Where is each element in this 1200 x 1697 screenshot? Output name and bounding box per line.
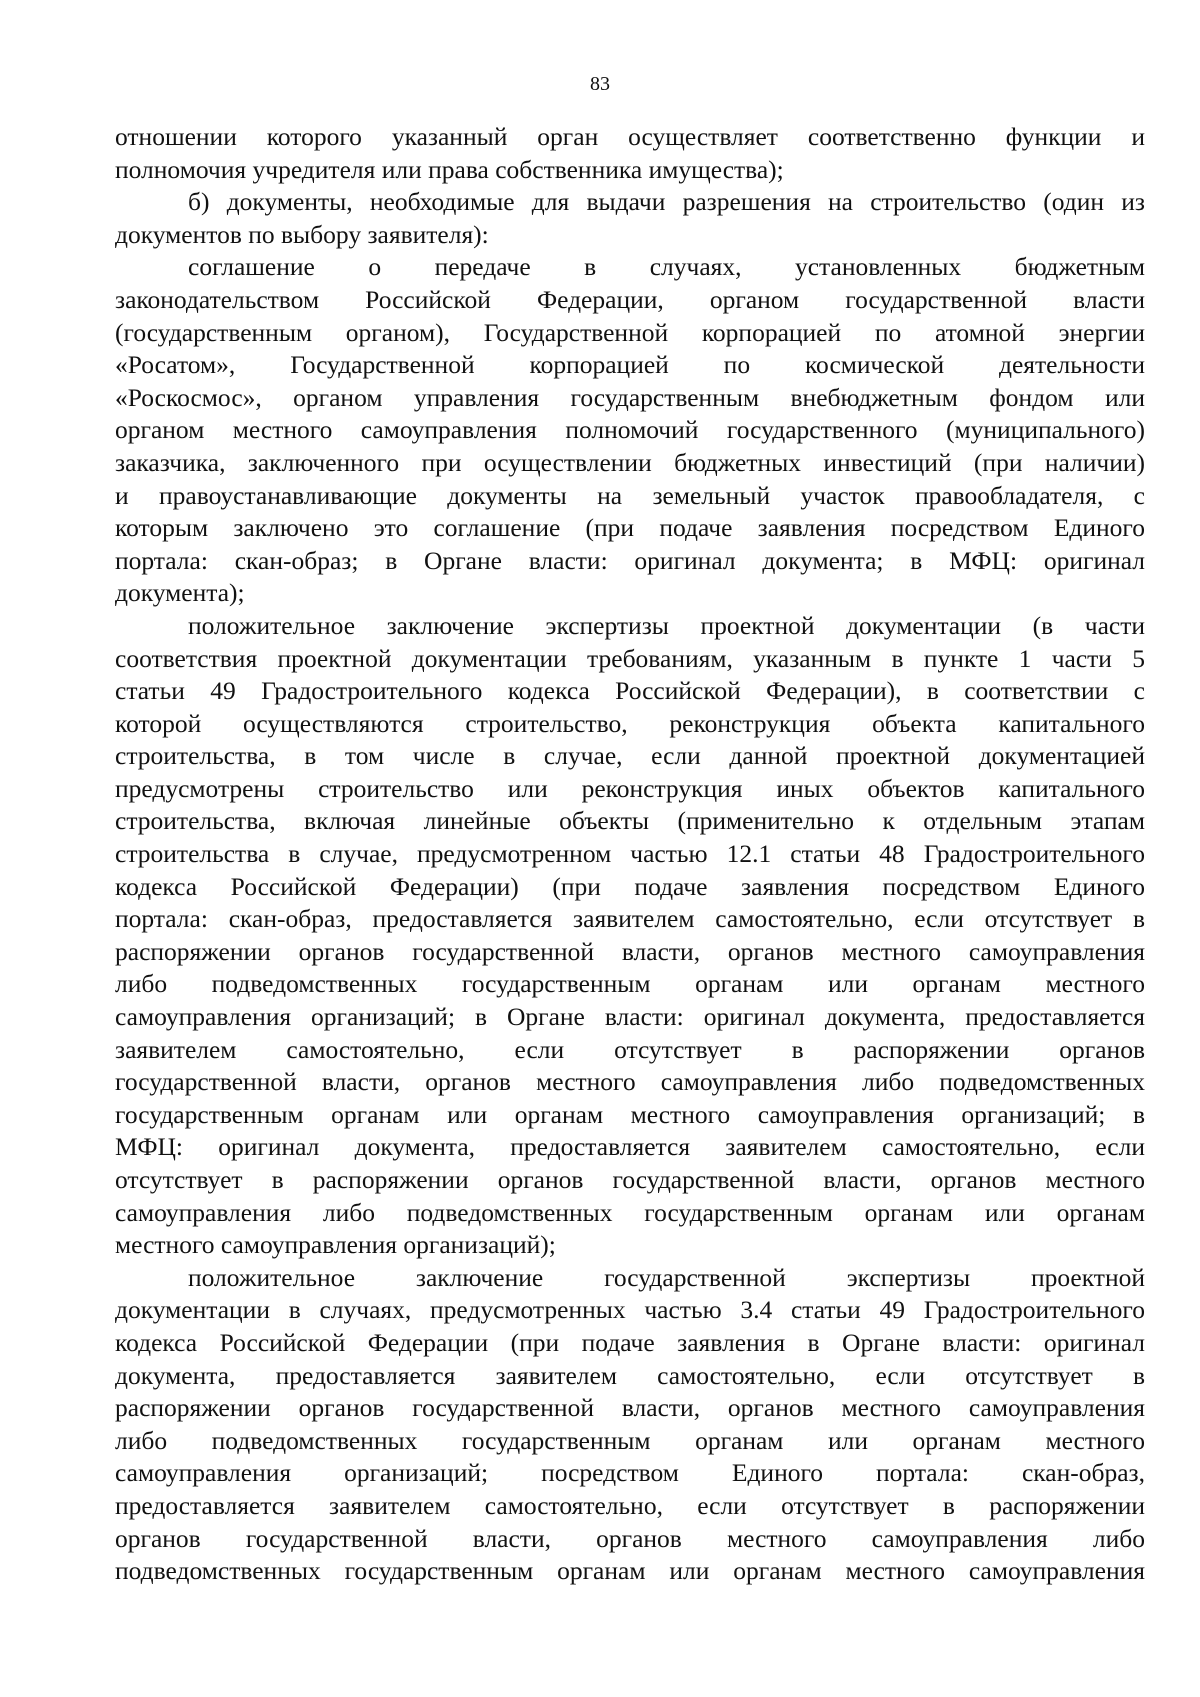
text-line: самоуправления либо подведомственных государственным органам или органам	[115, 1197, 1145, 1227]
text-line: строительства, в том числе в случае, если данной проектной документацией	[115, 741, 1145, 771]
text-line: портала: скан-образ; в Органе власти: оригинал документа; в МФЦ: оригинал	[115, 545, 1145, 575]
text-line: кодекса Российской Федерации) (при подаче заявления посредством Единого	[115, 871, 1145, 901]
page-number: 83	[590, 73, 610, 95]
text-line: соответствия проектной документации требованиям, указанным в пункте 1 части 5	[115, 643, 1145, 673]
text-line: отношении которого указанный орган осуществляет соответственно функции и	[115, 122, 1145, 151]
text-line: положительное заключение экспертизы проектной документации (в части	[188, 610, 1145, 640]
text-line: положительное заключение государственной экспертизы проектной	[188, 1262, 1145, 1292]
text-line: «Росатом», Государственной корпорацией по космической деятельности	[115, 350, 1145, 380]
text-line: отсутствует в распоряжении органов государственной власти, органов местного	[115, 1165, 1145, 1194]
text-line: местного самоуправления организаций);	[115, 1230, 556, 1260]
text-line: строительства, включая линейные объекты (применительно к отдельным этапам	[115, 806, 1145, 836]
text-line: «Роскосмос», органом управления государственным внебюджетным фондом или	[115, 382, 1145, 412]
text-line: заявителем самостоятельно, если отсутствует в распоряжении органов	[115, 1034, 1145, 1064]
text-line: которым заключено это соглашение (при подаче заявления посредством Единого	[115, 513, 1145, 543]
paragraph	[115, 1262, 1145, 1588]
text-line: подведомственных государственным органам или органам местного самоуправления	[115, 1556, 1145, 1586]
text-line: самоуправления организаций; посредством Единого портала: скан-образ,	[115, 1458, 1145, 1488]
text-line: распоряжении органов государственной власти, органов местного самоуправления	[115, 1393, 1145, 1423]
text-line: строительства в случае, предусмотренном частью 12.1 статьи 48 Градостроительного	[115, 839, 1145, 869]
text-line: распоряжении органов государственной власти, органов местного самоуправления	[115, 936, 1145, 966]
paragraph	[115, 610, 1145, 1262]
paragraph	[115, 121, 1145, 186]
text-line: предоставляется заявителем самостоятельно, если отсутствует в распоряжении	[115, 1490, 1145, 1520]
text-line: заказчика, заключенного при осуществлении бюджетных инвестиций (при наличии)	[115, 447, 1145, 477]
text-line: б) документы, необходимые для выдачи разрешения на строительство (один из	[188, 187, 1145, 217]
text-line: и правоустанавливающие документы на земельный участок правообладателя, с	[115, 480, 1145, 510]
text-line: полномочия учредителя или права собственника имущества);	[115, 154, 784, 184]
text-line: либо подведомственных государственным органам или органам местного	[115, 969, 1145, 999]
text-line: кодекса Российской Федерации (при подаче заявления в Органе власти: оригинал	[115, 1327, 1145, 1357]
text-line: документа);	[115, 578, 245, 608]
text-line: которой осуществляются строительство, реконструкция объекта капитального	[115, 708, 1145, 738]
text-line: предусмотрены строительство или реконструкция иных объектов капитального	[115, 773, 1145, 803]
text-line: самоуправления организаций; в Органе власти: оригинал документа, предоставляется	[115, 1002, 1145, 1032]
text-line: законодательством Российской Федерации, органом государственной власти	[115, 284, 1145, 314]
text-line: органом местного самоуправления полномочий государственного (муниципального)	[115, 415, 1145, 445]
text-line: документов по выбору заявителя):	[115, 219, 489, 249]
text-line: соглашение о передаче в случаях, установленных бюджетным	[188, 252, 1145, 282]
text-line: государственной власти, органов местного самоуправления либо подведомственных	[115, 1067, 1145, 1097]
text-line: портала: скан-образ, предоставляется заявителем самостоятельно, если отсутствует в	[115, 904, 1145, 934]
paragraph	[115, 186, 1145, 251]
text-line: статьи 49 Градостроительного кодекса Российской Федерации), в соответствии с	[115, 676, 1145, 706]
text-line: документации в случаях, предусмотренных частью 3.4 статьи 49 Градостроительного	[115, 1295, 1145, 1325]
text-line: (государственным органом), Государственной корпорацией по атомной энергии	[115, 317, 1145, 347]
paragraph	[115, 251, 1145, 610]
text-line: государственным органам или органам местного самоуправления организаций; в	[115, 1099, 1145, 1129]
text-line: документа, предоставляется заявителем самостоятельно, если отсутствует в	[115, 1360, 1145, 1390]
text-line: либо подведомственных государственным органам или органам местного	[115, 1425, 1145, 1455]
document-body	[115, 121, 1145, 1588]
text-line: МФЦ: оригинал документа, предоставляется заявителем самостоятельно, если	[115, 1132, 1145, 1162]
text-line: органов государственной власти, органов местного самоуправления либо	[115, 1523, 1145, 1553]
